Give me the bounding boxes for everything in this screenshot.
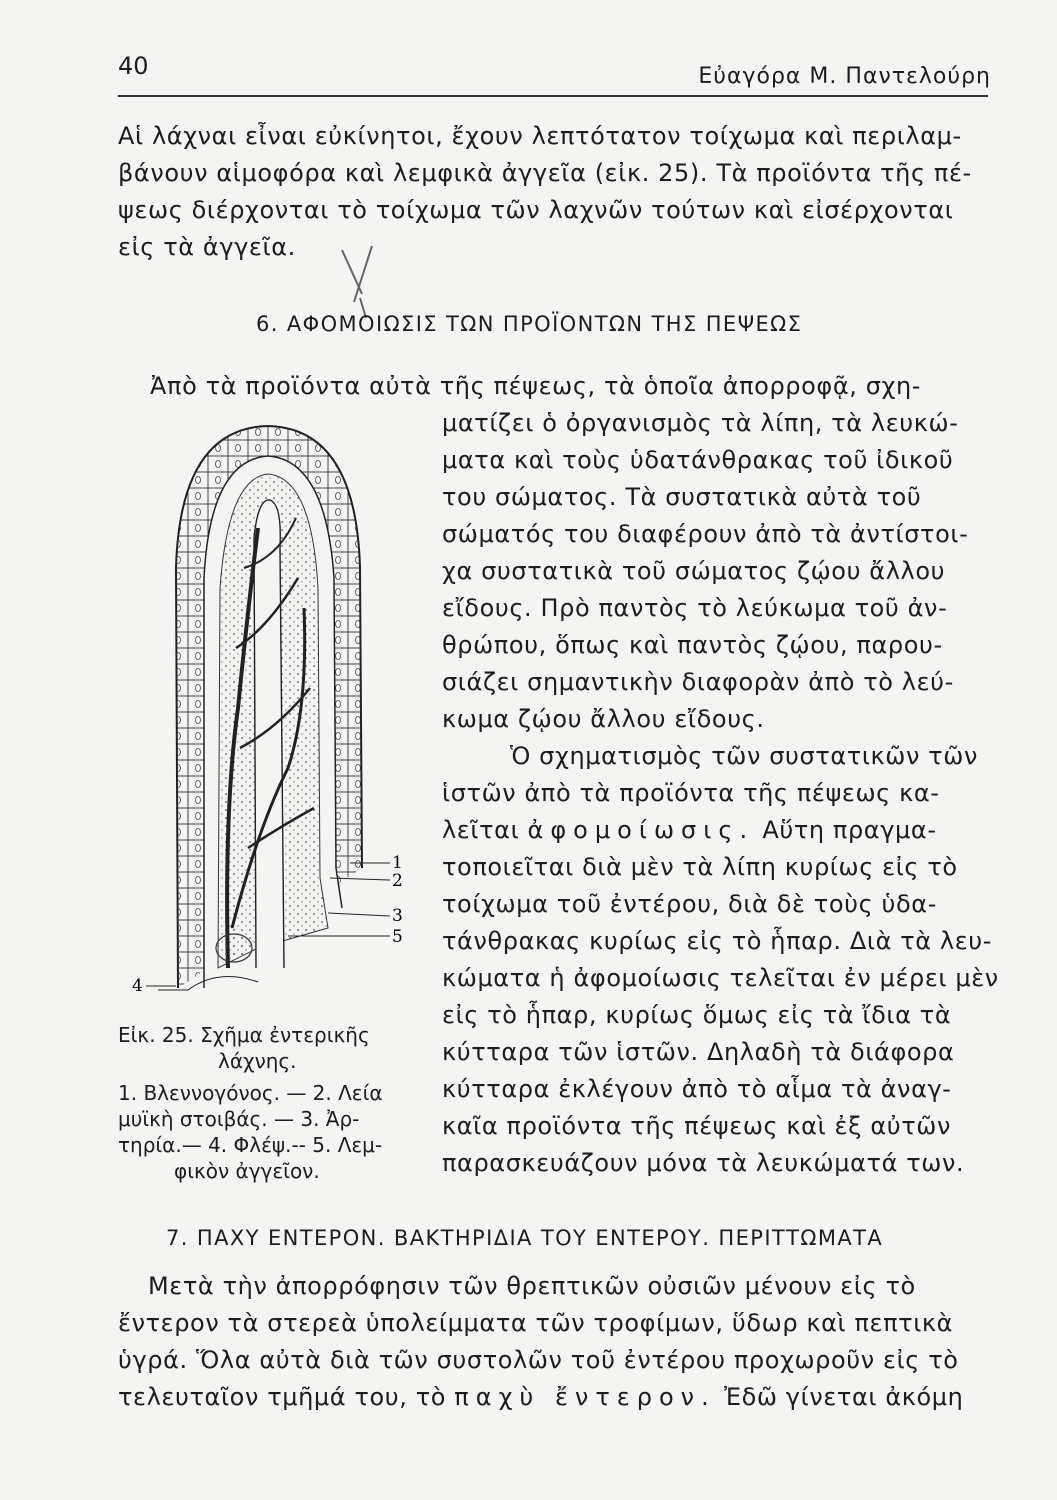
text-fragment: Ἐδῶ γίνεται ἀκόμη — [723, 1383, 964, 1411]
text-line — [118, 1379, 998, 1416]
text-line: ματίζει ὁ ὀργανισμὸς τὰ λίπη, τὰ λευκώ- — [442, 409, 959, 437]
text-line: ἱστῶν ἀπὸ τὰ προϊόντα τῆς πέψεως κα- — [442, 779, 940, 807]
text-line: θρώπου, ὅπως καὶ παντὸς ζῴου, παρου- — [442, 631, 943, 659]
text-line: ματα καὶ τοὺς ὑδατάνθρακας τοῦ ἰδικοῦ — [442, 446, 954, 474]
text-line: Μετὰ τὴν ἀπορρόφησιν τῶν θρεπτικῶν οὐσιῶν μένουν εἰς τὸ — [148, 1272, 916, 1300]
text-line: ψεως διέρχονται τὸ τοίχωμα τῶν λαχνῶν τούτων καὶ εἰσέρχονται — [118, 196, 954, 224]
text-line: κώματα ἡ ἀφομοίωσις τελεῖται ἐν μέρει μὲν — [442, 964, 999, 992]
text-line: καῖα προϊόντα τῆς πέψεως καὶ ἐξ αὐτῶν — [442, 1112, 951, 1140]
emphasized-term: ἀφομοίωσις. — [527, 816, 755, 844]
emphasized-term: παχὺ ἔντερον. — [454, 1383, 716, 1411]
section-7-heading: 7. ΠΑΧΥ ΕΝΤΕΡΟΝ. ΒΑΚΤΗΡΙΔΙΑ ΤΟΥ ΕΝΤΕΡΟΥ. ΠΕΡΙΤΤΩΜΑΤΑ — [166, 1226, 884, 1250]
text-line: εἰς τὸ ἧπαρ, κυρίως ὅμως εἰς τὰ ἴδια τὰ — [442, 1001, 952, 1029]
text-line: Ὁ σχηματισμὸς τῶν συστατικῶν τῶν — [510, 742, 978, 770]
pencil-mark-icon — [332, 242, 402, 322]
text-line: κωμα ζῴου ἄλλου εἴδους. — [442, 705, 765, 733]
section-6-heading: 6. ΑΦΟΜΟΙΩΣΙΣ ΤΩΝ ΠΡΟΪΟΝΤΩΝ ΤΗΣ ΠΕΨΕΩΣ — [256, 312, 803, 336]
text-line: παρασκευάζουν μόνα τὰ λευκώματά των. — [442, 1149, 965, 1177]
text-line — [442, 812, 1002, 849]
text-line: του σώματος. Τὰ συστατικὰ αὐτὰ τοῦ — [442, 483, 922, 511]
text-line: τοίχωμα τοῦ ἐντέρου, διὰ δὲ τοὺς ὑδα- — [442, 890, 937, 918]
figure-label: 1 — [392, 853, 403, 873]
text-fragment: τελευταῖον τμῆμά του, τὸ — [118, 1383, 447, 1411]
text-line: εἰς τὰ ἀγγεῖα. — [118, 233, 296, 261]
caption-title-continued: λάχνης. — [218, 1049, 297, 1073]
text-line: ἔντερον τὰ στερεὰ ὑπολείμματα τῶν τροφίμων, ὕδωρ καὶ πεπτικὰ — [118, 1309, 954, 1337]
text-line: Αἱ λάχναι εἶναι εὐκίνητοι, ἔχουν λεπτότατον τοίχωμα καὶ περιλαμ- — [118, 122, 962, 150]
caption-title: Εἰκ. 25. Σχῆμα ἐντερικῆς — [118, 1023, 370, 1047]
header-rule — [118, 95, 988, 97]
running-head: Εὐαγόρα Μ. Παντελούρη — [698, 64, 991, 89]
text-line: ὑγρά. Ὅλα αὐτὰ διὰ τῶν συστολῶν τοῦ ἐντέρου προχωροῦν εἰς τὸ — [118, 1346, 959, 1374]
text-line: κύτταρα τῶν ἱστῶν. Δηλαδὴ τὰ διάφορα — [442, 1038, 955, 1066]
text-line: χα συστατικὰ τοῦ σώματος ζῴου ἄλλου — [442, 557, 946, 585]
figure-caption — [118, 1022, 400, 1184]
caption-legend-line: τηρία.— 4. Φλέψ.-- 5. Λεμ- — [118, 1133, 383, 1157]
figure-label: 2 — [392, 871, 403, 891]
section-6-first-line: Ἀπὸ τὰ προϊόντα αὐτὰ τῆς πέψεως, τὰ ὁποῖα ἀπορροφᾷ, σχη- — [150, 372, 922, 400]
villus-illustration — [128, 408, 418, 1020]
caption-legend-line: μυϊκὴ στοιβάς. — 3. Ἀρ- — [118, 1107, 360, 1131]
intro-paragraph — [118, 118, 998, 266]
text-fragment: Αὕτη πραγμα- — [762, 816, 937, 844]
text-fragment: λεῖται — [442, 816, 520, 844]
text-line: βάνουν αἱμοφόρα καὶ λεμφικὰ ἀγγεῖα (εἰκ. 25). Τὰ προϊόντα τῆς πέ- — [118, 159, 972, 187]
caption-legend-line: 1. Βλεννογόνος. — 2. Λεία — [118, 1081, 383, 1105]
section-7-paragraph — [118, 1268, 998, 1416]
caption-legend-line: φικὸν ἀγγεῖον. — [174, 1159, 320, 1183]
figure-label: 4 — [132, 976, 143, 996]
text-line: τάνθρακας κυρίως εἰς τὸ ἧπαρ. Διὰ τὰ λευ- — [442, 927, 993, 955]
page-number: 40 — [118, 52, 149, 80]
text-line: σώματός του διαφέρουν ἀπὸ τὰ ἀντίστοι- — [442, 520, 969, 548]
figure-label: 5 — [392, 927, 403, 947]
text-line: εἴδους. Πρὸ παντὸς τὸ λεύκωμα τοῦ ἀν- — [442, 594, 948, 622]
text-line: κύτταρα ἐκλέγουν ἀπὸ τὸ αἷμα τὰ ἀναγ- — [442, 1075, 952, 1103]
text-line: σιάζει σημαντικὴν διαφορὰν ἀπὸ τὸ λεύ- — [442, 668, 954, 696]
text-line: τοποιεῖται διὰ μὲν τὰ λίπη κυρίως εἰς τὸ — [442, 853, 958, 881]
section-6-column-text — [442, 405, 1002, 1182]
figure-label: 3 — [392, 906, 403, 926]
